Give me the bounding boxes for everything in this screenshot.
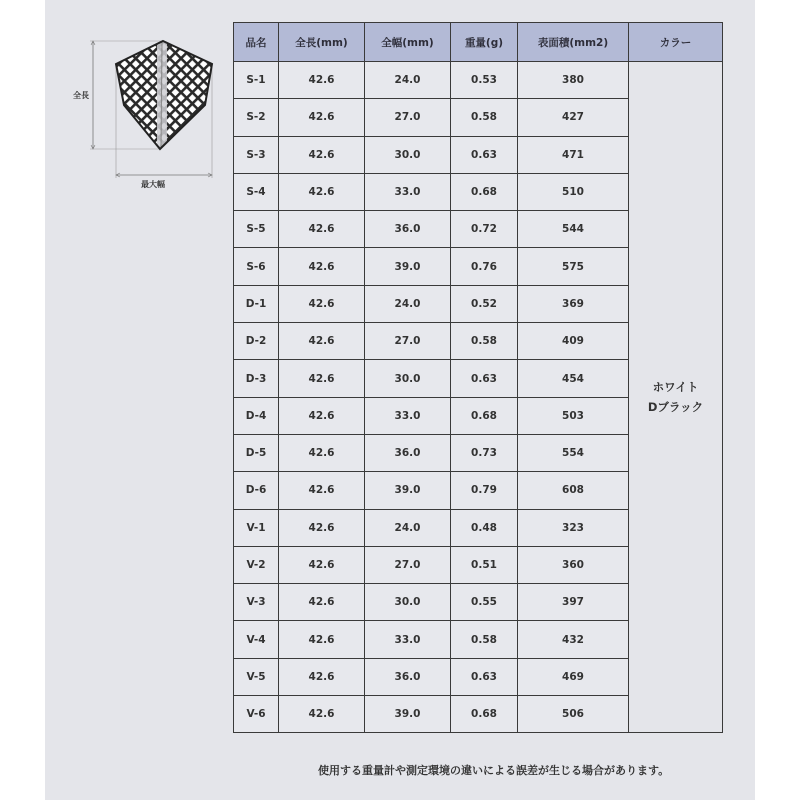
cell-surface-area: 471 <box>518 136 629 173</box>
cell-width: 39.0 <box>365 696 451 733</box>
cell-weight: 0.58 <box>451 323 518 360</box>
cell-weight: 0.68 <box>451 173 518 210</box>
cell-surface-area: 409 <box>518 323 629 360</box>
cell-length: 42.6 <box>279 62 365 99</box>
cell-surface-area: 360 <box>518 546 629 583</box>
cell-product-name: S-1 <box>234 62 279 99</box>
color-white: ホワイト <box>652 380 699 395</box>
spec-table <box>233 22 723 733</box>
cell-product-name: V-4 <box>234 621 279 658</box>
cell-width: 36.0 <box>365 434 451 471</box>
cell-surface-area: 469 <box>518 658 629 695</box>
cell-length: 42.6 <box>279 584 365 621</box>
cell-surface-area: 369 <box>518 285 629 322</box>
cell-length: 42.6 <box>279 397 365 434</box>
cell-width: 36.0 <box>365 211 451 248</box>
cell-length: 42.6 <box>279 211 365 248</box>
cell-weight: 0.68 <box>451 696 518 733</box>
cell-surface-area: 454 <box>518 360 629 397</box>
cell-weight: 0.72 <box>451 211 518 248</box>
cell-surface-area: 608 <box>518 472 629 509</box>
cell-length: 42.6 <box>279 696 365 733</box>
cell-surface-area: 544 <box>518 211 629 248</box>
cell-product-name: V-5 <box>234 658 279 695</box>
cell-length: 42.6 <box>279 248 365 285</box>
cell-length: 42.6 <box>279 509 365 546</box>
cell-length: 42.6 <box>279 285 365 322</box>
cell-width: 33.0 <box>365 397 451 434</box>
cell-width: 39.0 <box>365 248 451 285</box>
cell-product-name: V-1 <box>234 509 279 546</box>
cell-length: 42.6 <box>279 99 365 136</box>
max-width-label: 最大幅 <box>141 180 165 189</box>
cell-weight: 0.55 <box>451 584 518 621</box>
cell-product-name: V-3 <box>234 584 279 621</box>
cell-color <box>629 62 723 733</box>
header-length: 全長(mm) <box>279 23 365 62</box>
cell-length: 42.6 <box>279 434 365 471</box>
cell-weight: 0.58 <box>451 99 518 136</box>
header-color: カラー <box>629 23 723 62</box>
cell-surface-area: 503 <box>518 397 629 434</box>
cell-product-name: V-2 <box>234 546 279 583</box>
cell-product-name: S-5 <box>234 211 279 248</box>
cell-surface-area: 575 <box>518 248 629 285</box>
color-d-black: Dブラック <box>647 400 704 415</box>
cell-product-name: D-4 <box>234 397 279 434</box>
cell-surface-area: 380 <box>518 62 629 99</box>
cell-weight: 0.63 <box>451 658 518 695</box>
cell-length: 42.6 <box>279 472 365 509</box>
cell-width: 36.0 <box>365 658 451 695</box>
cell-length: 42.6 <box>279 658 365 695</box>
cell-length: 42.6 <box>279 173 365 210</box>
cell-weight: 0.79 <box>451 472 518 509</box>
cell-product-name: D-3 <box>234 360 279 397</box>
cell-width: 24.0 <box>365 62 451 99</box>
cell-product-name: S-6 <box>234 248 279 285</box>
table-header-row <box>234 23 723 62</box>
cell-product-name: S-4 <box>234 173 279 210</box>
cell-surface-area: 323 <box>518 509 629 546</box>
cell-width: 30.0 <box>365 136 451 173</box>
cell-width: 30.0 <box>365 584 451 621</box>
cell-width: 24.0 <box>365 509 451 546</box>
cell-length: 42.6 <box>279 323 365 360</box>
cell-surface-area: 510 <box>518 173 629 210</box>
cell-surface-area: 427 <box>518 99 629 136</box>
cell-length: 42.6 <box>279 546 365 583</box>
cell-weight: 0.76 <box>451 248 518 285</box>
cell-weight: 0.58 <box>451 621 518 658</box>
spec-panel <box>45 0 755 800</box>
cell-weight: 0.68 <box>451 397 518 434</box>
cell-width: 30.0 <box>365 360 451 397</box>
cell-surface-area: 554 <box>518 434 629 471</box>
cell-surface-area: 506 <box>518 696 629 733</box>
disclaimer-note: 使用する重量計や測定環境の違いによる誤差が生じる場合があります。 <box>318 764 670 777</box>
cell-surface-area: 397 <box>518 584 629 621</box>
header-width: 全幅(mm) <box>365 23 451 62</box>
cell-length: 42.6 <box>279 136 365 173</box>
cell-product-name: V-6 <box>234 696 279 733</box>
cell-width: 27.0 <box>365 323 451 360</box>
table-row <box>234 62 723 99</box>
cell-product-name: D-1 <box>234 285 279 322</box>
cell-product-name: D-5 <box>234 434 279 471</box>
cell-length: 42.6 <box>279 621 365 658</box>
cell-width: 33.0 <box>365 621 451 658</box>
cell-width: 33.0 <box>365 173 451 210</box>
header-product-name: 品名 <box>234 23 279 62</box>
cell-width: 27.0 <box>365 546 451 583</box>
cell-weight: 0.53 <box>451 62 518 99</box>
cell-product-name: D-6 <box>234 472 279 509</box>
cell-weight: 0.63 <box>451 136 518 173</box>
cell-weight: 0.63 <box>451 360 518 397</box>
cell-weight: 0.73 <box>451 434 518 471</box>
header-surface-area: 表面積(mm2) <box>518 23 629 62</box>
cell-width: 39.0 <box>365 472 451 509</box>
cell-weight: 0.48 <box>451 509 518 546</box>
cell-weight: 0.51 <box>451 546 518 583</box>
cell-weight: 0.52 <box>451 285 518 322</box>
header-weight: 重量(g) <box>451 23 518 62</box>
cell-surface-area: 432 <box>518 621 629 658</box>
cell-length: 42.6 <box>279 360 365 397</box>
cell-product-name: S-2 <box>234 99 279 136</box>
cell-width: 27.0 <box>365 99 451 136</box>
cell-product-name: S-3 <box>234 136 279 173</box>
cell-width: 24.0 <box>365 285 451 322</box>
cell-product-name: D-2 <box>234 323 279 360</box>
length-label: 全長 <box>73 91 89 100</box>
